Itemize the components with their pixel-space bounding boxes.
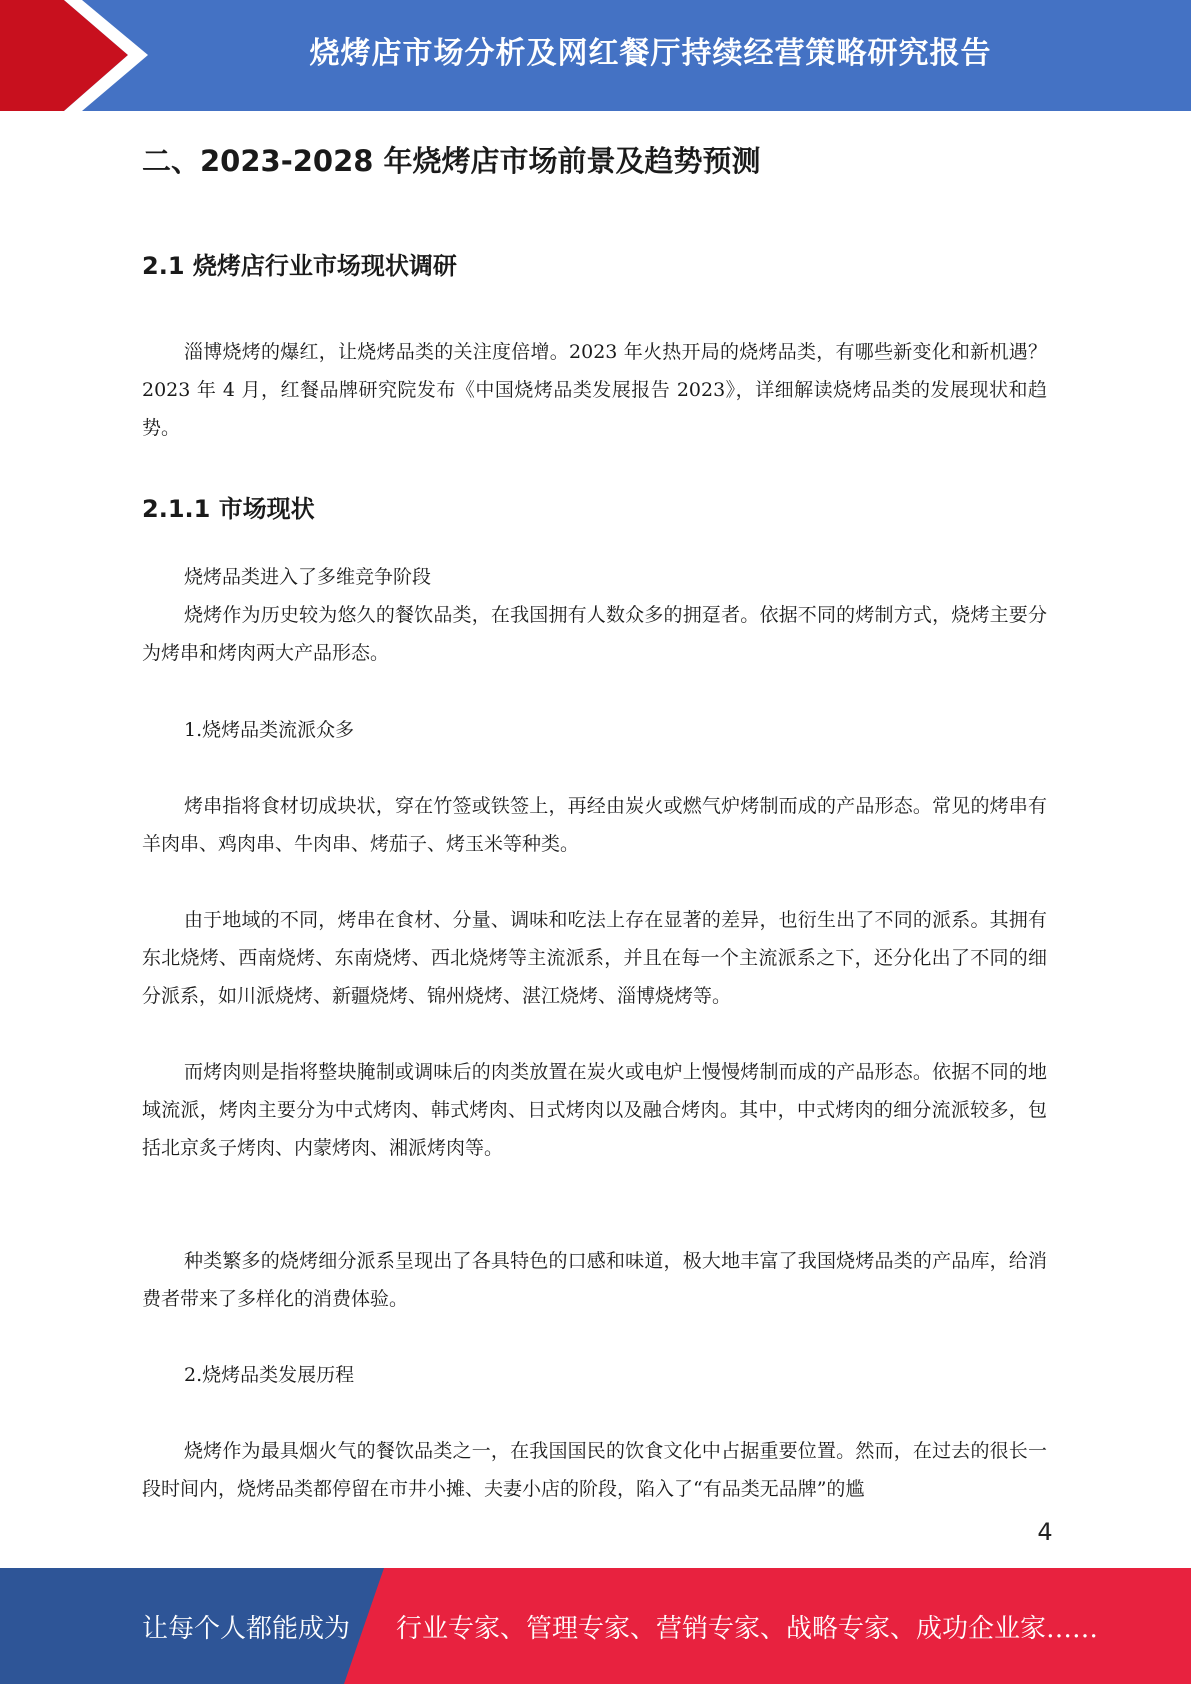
footer-slogan-left: 让每个人都能成为 [142, 1613, 351, 1644]
footer-banner [0, 1568, 1191, 1684]
region-paragraph: 由于地域的不同，烤串在食材、分量、调味和吃法上存在显著的差异，也衍生出了不同的派系。其拥有东北烧烤、西南烧烤、东南烧烤、西北烧烤等主流派系，并且在每一个主流派系之下，还分化出了不同的细分派系，如川派烧烤、新疆烧烤、锦州烧烤、湛江烧烤、淄博烧烤等。 [142, 909, 1047, 1007]
page-number: 4 [1037, 1518, 1053, 1546]
list-item-1: 1.烧烤品类流派众多 [184, 719, 355, 741]
footer-slogan-right: 行业专家、管理专家、营销专家、战略专家、成功企业家…… [396, 1613, 1099, 1644]
fire-paragraph: 烧烤作为最具烟火气的餐饮品类之一，在我国国民的饮食文化中占据重要位置。然而，在过去的很长一段时间内，烧烤品类都停留在市井小摊、夫妻小店的阶段，陷入了“有品类无品牌”的尴 [142, 1440, 1047, 1500]
header-banner [0, 0, 1191, 111]
chapter-heading: 二、2023-2028 年烧烤店市场前景及趋势预测 [142, 144, 761, 178]
section-heading-2-1: 2.1 烧烤店行业市场现状调研 [142, 252, 457, 280]
variety-paragraph: 种类繁多的烧烤细分派系呈现出了各具特色的口感和味道，极大地丰富了我国烧烤品类的产品库，给消费者带来了多样化的消费体验。 [142, 1250, 1047, 1310]
report-title: 烧烤店市场分析及网红餐厅持续经营策略研究报告 [309, 36, 992, 71]
intro-paragraph: 淄博烧烤的爆红，让烧烤品类的关注度倍增。2023 年火热开局的烧烤品类，有哪些新变化和新机遇？2023 年 4 月，红餐品牌研究院发布《中国烧烤品类发展报告 2023》，详细解读烧烤品类的发展现状和趋势。 [142, 341, 1047, 439]
section-heading-2-1-1: 2.1.1 市场现状 [142, 495, 315, 523]
stage-paragraph: 烧烤品类进入了多维竞争阶段 [184, 566, 432, 588]
list-item-2: 2.烧烤品类发展历程 [184, 1364, 355, 1386]
kaorou-paragraph: 而烤肉则是指将整块腌制或调味后的肉类放置在炭火或电炉上慢慢烤制而成的产品形态。依据不同的地域流派，烤肉主要分为中式烤肉、韩式烤肉、日式烤肉以及融合烤肉。其中，中式烤肉的细分流派较多，包括北京炙子烤肉、内蒙烤肉、湘派烤肉等。 [142, 1061, 1047, 1159]
history-paragraph: 烧烤作为历史较为悠久的餐饮品类，在我国拥有人数众多的拥趸者。依据不同的烤制方式，烧烤主要分为烤串和烤肉两大产品形态。 [142, 604, 1047, 664]
kaochuan-paragraph: 烤串指将食材切成块状，穿在竹签或铁签上，再经由炭火或燃气炉烤制而成的产品形态。常见的烤串有羊肉串、鸡肉串、牛肉串、烤茄子、烤玉米等种类。 [142, 795, 1047, 855]
